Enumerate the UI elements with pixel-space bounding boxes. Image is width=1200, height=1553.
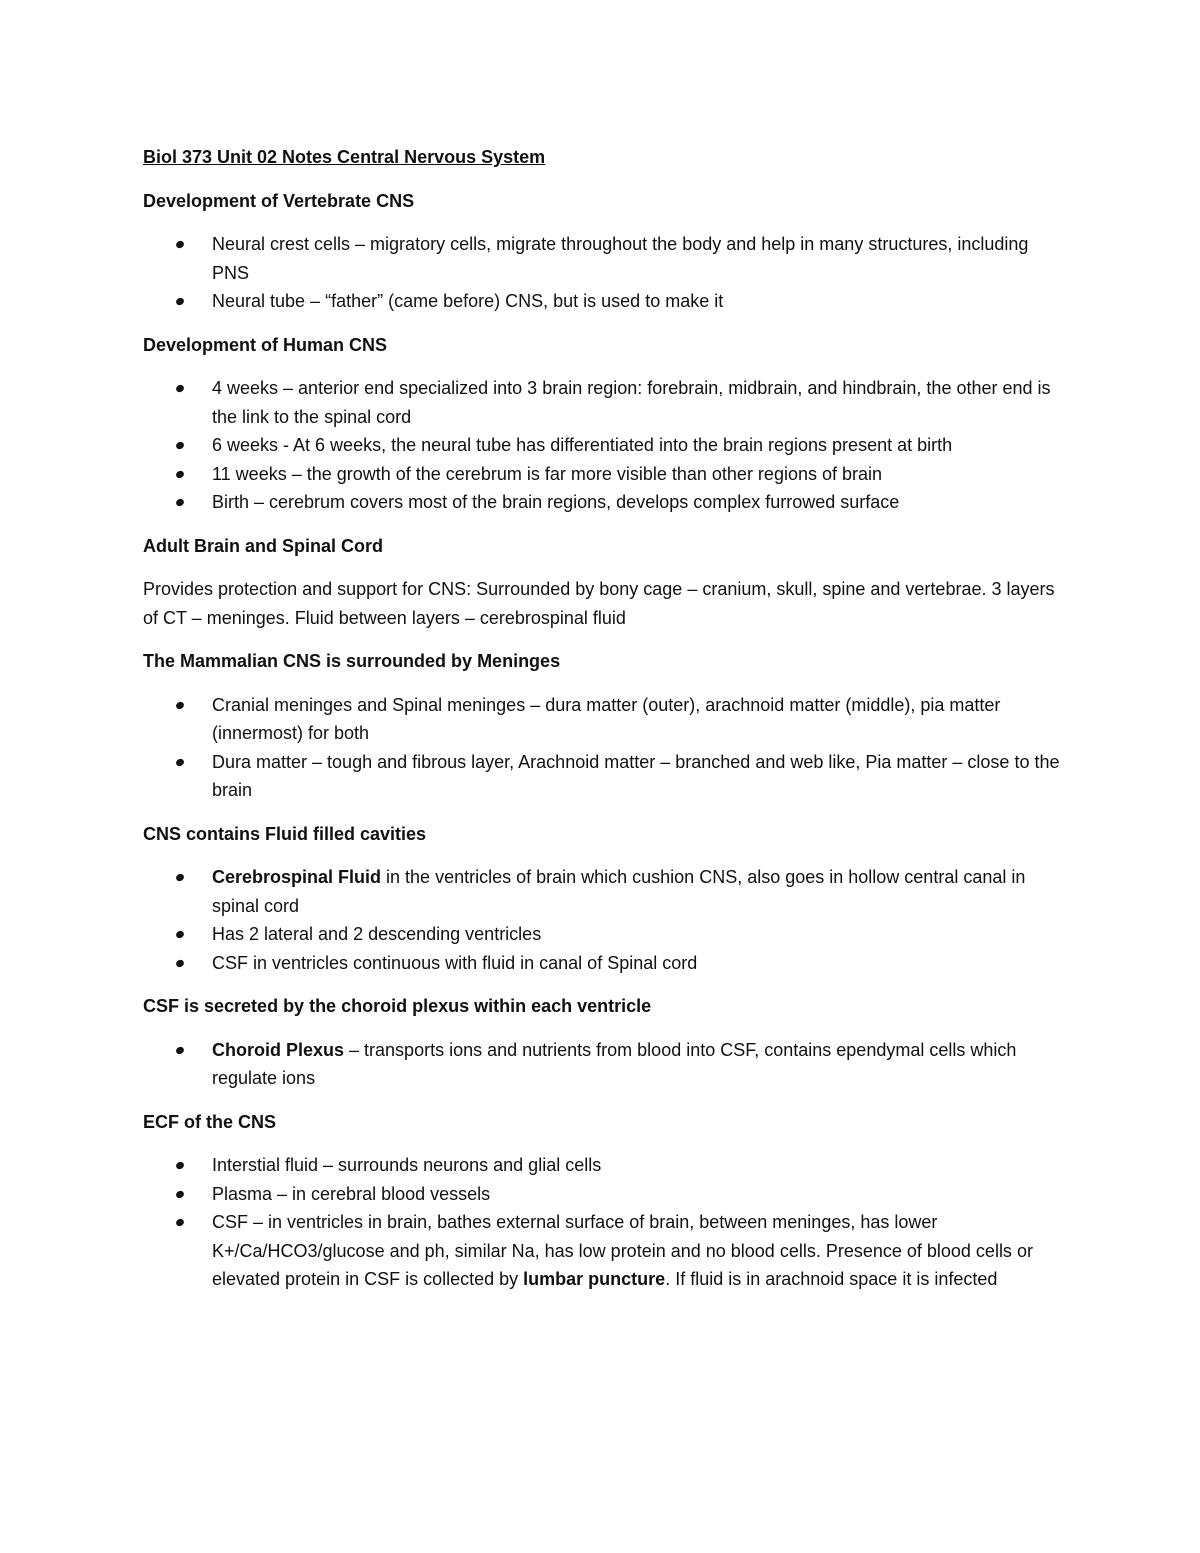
bullet-icon [175, 240, 185, 250]
bold-term: Cerebrospinal Fluid [212, 867, 382, 887]
bullet-text: . If fluid is in arachnoid space it is infected [665, 1269, 998, 1289]
bullet-text: CSF – in ventricles in brain, bathes external surface of brain, between meninges, has lower K+/Ca/HCO3/glucose and ph, similar Na, has low protein and no blood cells. Presence of blood cells or elevated protein in CSF is collected by [212, 1212, 1033, 1289]
bullet-text: CSF in ventricles continuous with fluid in canal of Spinal cord [212, 952, 698, 973]
bullet-list [143, 863, 1063, 977]
bullet-icon [175, 930, 185, 940]
document-body [143, 187, 1063, 1294]
bullet-item [143, 1036, 1063, 1093]
bold-term: lumbar puncture [523, 1269, 666, 1289]
section-heading: CSF is secreted by the choroid plexus within each ventricle [143, 996, 652, 1016]
bullet-item [143, 748, 1063, 805]
bullet-text: in the ventricles of brain which cushion CNS, also goes in hollow central canal in spinal cord [212, 867, 1026, 916]
bullet-text: Plasma – in cerebral blood vessels [212, 1183, 491, 1204]
bullet-list [143, 374, 1063, 517]
bullet-icon [175, 441, 185, 451]
bullet-text: – transports ions and nutrients from blood into CSF, contains ependymal cells which regulate ions [212, 1039, 1017, 1088]
bullet-text: 11 weeks – the growth of the cerebrum is far more visible than other regions of brain [212, 463, 883, 484]
bullet-text: Neural tube – “father” (came before) CNS, but is used to make it [212, 291, 724, 311]
section-heading: Adult Brain and Spinal Cord [143, 535, 384, 556]
bullet-icon [175, 384, 185, 394]
bullet-item [143, 1151, 1063, 1180]
bullet-item [143, 863, 1063, 920]
bullet-item [143, 230, 1063, 287]
section-heading: ECF of the CNS [143, 1111, 276, 1132]
bullet-icon [175, 958, 185, 968]
bullet-item [143, 374, 1063, 431]
bullet-icon [175, 873, 185, 883]
bullet-item [143, 460, 1063, 489]
section-heading: The Mammalian CNS is surrounded by Meninges [143, 651, 561, 671]
document-page [143, 143, 1063, 1309]
bullet-icon [175, 1189, 185, 1199]
bullet-list [143, 1036, 1063, 1093]
bullet-icon [175, 469, 185, 479]
bullet-text: Neural crest cells – migratory cells, migrate throughout the body and help in many structures, including PNS [212, 234, 1029, 283]
bullet-text: Dura matter – tough and fibrous layer, Arachnoid matter – branched and web like, Pia matter – close to the brain [212, 751, 1060, 800]
bullet-text: 6 weeks - At 6 weeks, the neural tube has differentiated into the brain regions present at birth [212, 435, 953, 455]
bullet-text: Has 2 lateral and 2 descending ventricles [212, 924, 542, 944]
bullet-icon [175, 1218, 185, 1228]
bullet-icon [175, 498, 185, 508]
bullet-text: Cranial meninges and Spinal meninges – dura matter (outer), arachnoid matter (middle), pia matter (innermost) for both [212, 694, 1001, 743]
bullet-icon [175, 1045, 185, 1055]
bullet-item [143, 488, 1063, 517]
section-paragraph: Provides protection and support for CNS: Surrounded by bony cage – cranium, skull, spine and vertebrae. 3 layers of CT – meninges. Fluid between layers – cerebrospinal fluid [143, 579, 1055, 628]
document-title: Biol 373 Unit 02 Notes Central Nervous System [143, 147, 546, 167]
bullet-icon [175, 700, 185, 710]
section-heading: CNS contains Fluid filled cavities [143, 823, 427, 844]
bullet-list [143, 230, 1063, 316]
bullet-text: 4 weeks – anterior end specialized into 3 brain region: forebrain, midbrain, and hindbrain, the other end is the link to the spinal cord [212, 378, 1051, 427]
bullet-item [143, 920, 1063, 949]
bullet-icon [175, 1161, 185, 1171]
bullet-item [143, 287, 1063, 316]
section-heading: Development of Vertebrate CNS [143, 190, 415, 211]
bullet-item [143, 949, 1063, 978]
bold-term: Choroid Plexus [212, 1039, 345, 1060]
bullet-list [143, 691, 1063, 805]
section-heading: Development of Human CNS [143, 334, 388, 355]
bullet-icon [175, 297, 185, 307]
bullet-item [143, 1208, 1063, 1294]
bullet-item [143, 431, 1063, 460]
bullet-item [143, 1180, 1063, 1209]
bullet-text: Interstial fluid – surrounds neurons and glial cells [212, 1155, 602, 1175]
bullet-item [143, 691, 1063, 748]
bullet-list [143, 1151, 1063, 1294]
bullet-icon [175, 757, 185, 767]
bullet-text: Birth – cerebrum covers most of the brain regions, develops complex furrowed surface [212, 492, 900, 512]
